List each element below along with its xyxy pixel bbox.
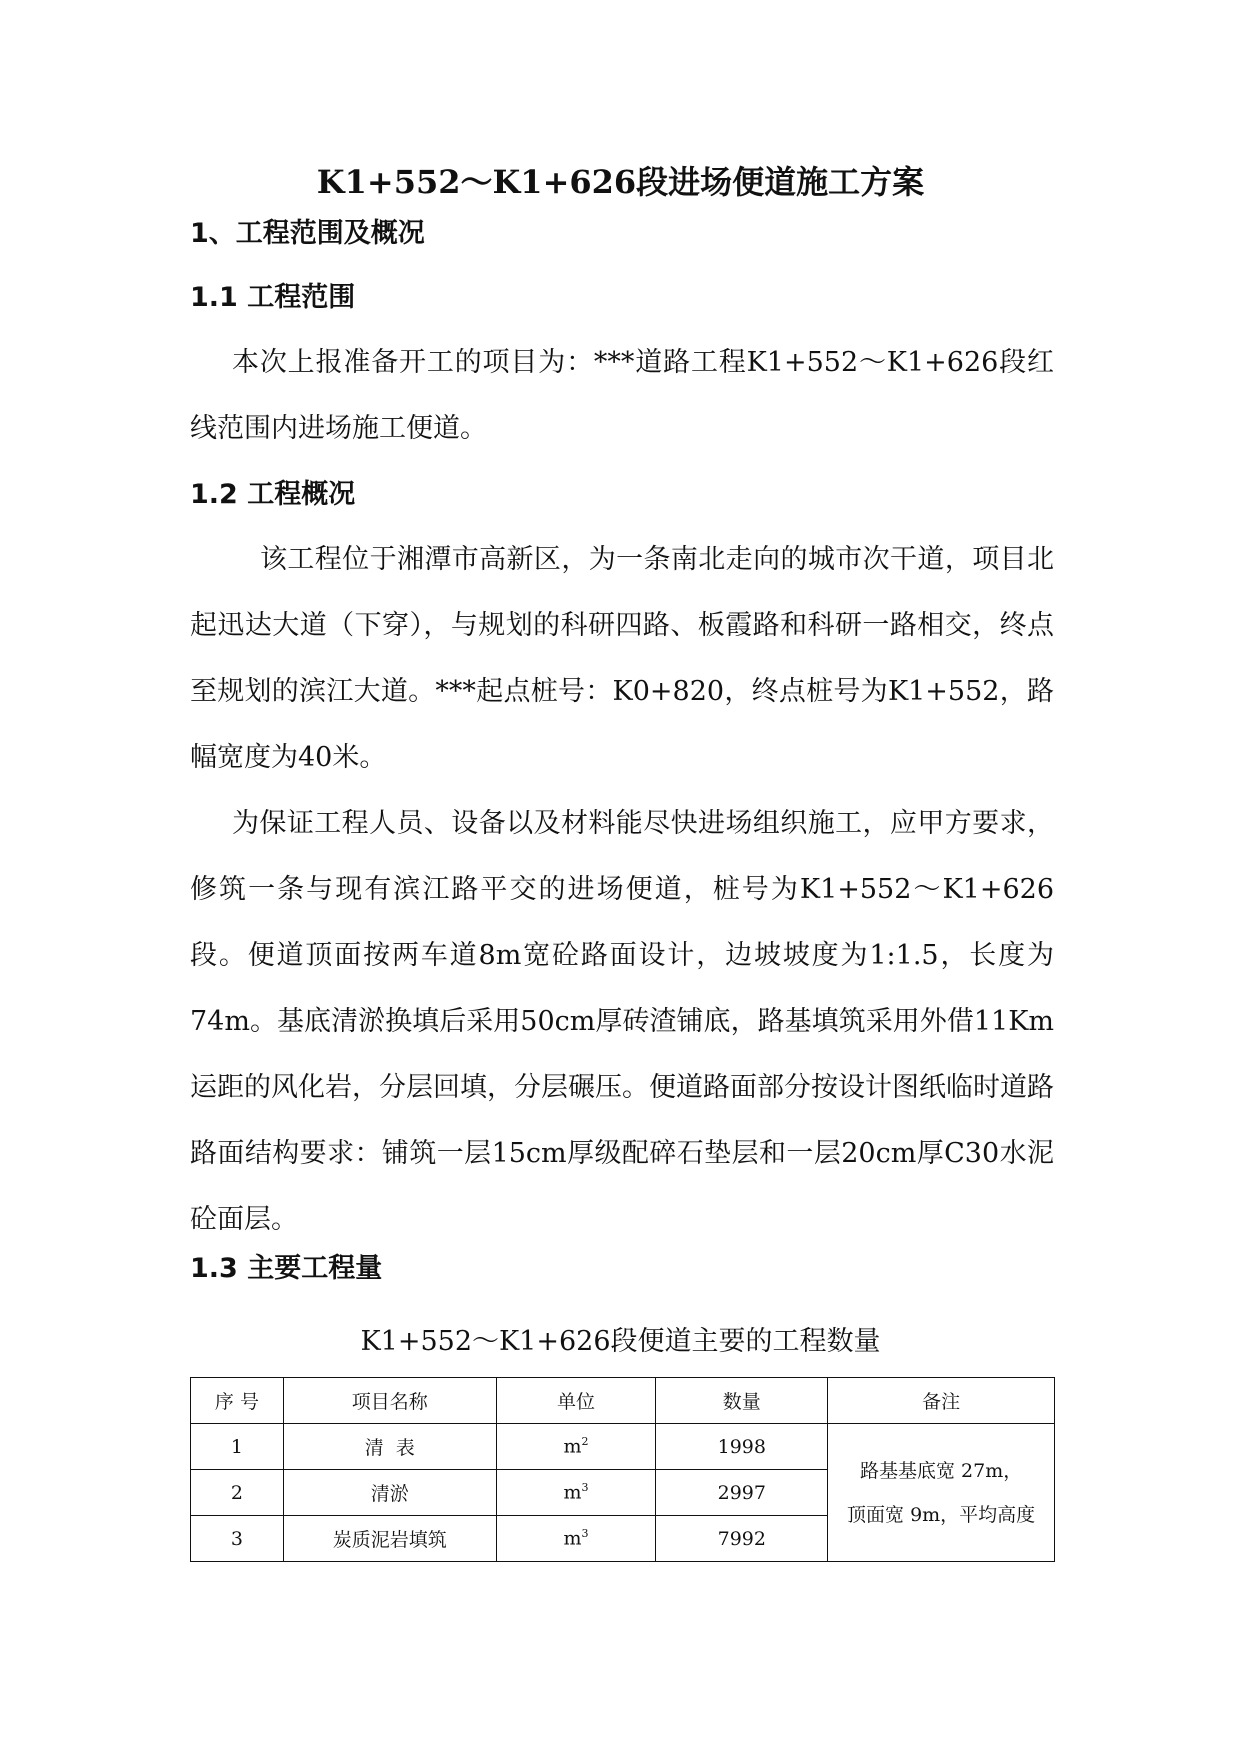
table-caption: K1+552～K1+626段便道主要的工程数量 — [360, 1326, 881, 1357]
cell-unit — [496, 1516, 656, 1562]
unit-exponent: 3 — [581, 1527, 589, 1541]
cell-name: 清 表 — [283, 1424, 496, 1470]
unit-base: m — [563, 1435, 582, 1458]
header-qty: 数量 — [656, 1378, 828, 1424]
unit-base: m — [563, 1527, 582, 1550]
cell-unit — [496, 1470, 656, 1516]
table-row — [191, 1424, 1055, 1470]
unit-exponent: 2 — [581, 1435, 589, 1449]
unit-base: m — [563, 1481, 582, 1504]
section-1-2-heading: 1.2 工程概况 — [190, 479, 356, 510]
quantity-table — [190, 1377, 1055, 1562]
section-1-1-paragraph: 本次上报准备开工的项目为：***道路工程K1+552～K1+626段红线范围内进场施工便道。 — [190, 347, 1054, 444]
remark-line-1: 路基基底宽 27m， — [859, 1459, 1023, 1482]
cell-no: 3 — [191, 1516, 284, 1562]
header-remark: 备注 — [828, 1378, 1055, 1424]
cell-qty: 2997 — [656, 1470, 828, 1516]
section-1-3-heading: 1.3 主要工程量 — [190, 1253, 383, 1284]
cell-remark — [828, 1424, 1055, 1562]
section-1-1-heading: 1.1 工程范围 — [190, 282, 356, 313]
table-header-row — [191, 1378, 1055, 1424]
header-no: 序 号 — [191, 1378, 284, 1424]
remark-line-2: 顶面宽 9m，平均高度 — [847, 1503, 1036, 1526]
section-1-2-paragraph-2: 为保证工程人员、设备以及材料能尽快进场组织施工，应甲方要求，修筑一条与现有滨江路平交的进场便道，桩号为K1+552～K1+626段。便道顶面按两车道8m宽砼路面设计，边坡坡度为1:1.5，长度为74m。基底清淤换填后采用50cm厚砖渣铺底，路基填筑采用外借11Km运距的风化岩，分层回填，分层碾压。便道路面部分按设计图纸临时道路路面结构要求：铺筑一层15cm厚级配碎石垫层和一层20cm厚C30水泥砼面层。 — [190, 808, 1054, 1235]
cell-qty: 7992 — [656, 1516, 828, 1562]
cell-name: 清淤 — [283, 1470, 496, 1516]
document-title: K1+552～K1+626段进场便道施工方案 — [316, 163, 925, 201]
cell-no: 2 — [191, 1470, 284, 1516]
cell-no: 1 — [191, 1424, 284, 1470]
header-name: 项目名称 — [283, 1378, 496, 1424]
header-unit: 单位 — [496, 1378, 656, 1424]
section-1-heading: 1、工程范围及概况 — [190, 218, 425, 249]
cell-name: 炭质泥岩填筑 — [283, 1516, 496, 1562]
cell-unit — [496, 1424, 656, 1470]
unit-exponent: 3 — [581, 1481, 589, 1495]
cell-qty: 1998 — [656, 1424, 828, 1470]
section-1-2-paragraph-1: 该工程位于湘潭市高新区，为一条南北走向的城市次干道，项目北起迅达大道（下穿），与规划的科研四路、板霞路和科研一路相交，终点至规划的滨江大道。***起点桩号：K0+820，终点桩号为K1+552，路幅宽度为40米。 — [190, 544, 1054, 773]
